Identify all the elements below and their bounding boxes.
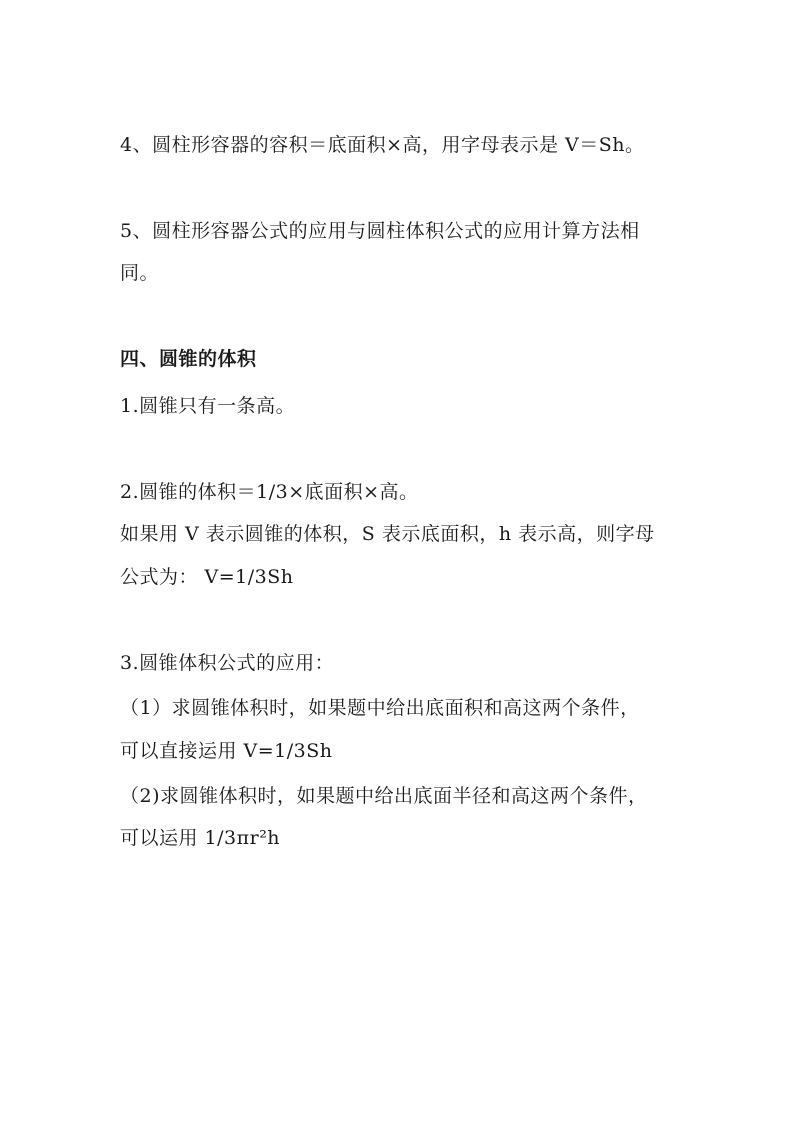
point-3-text: 3.圆锥体积公式的应用： — [120, 652, 335, 674]
item-4-text: 4、圆柱形容器的容积＝底面积×高，用字母表示是 V＝Sh。 — [120, 134, 645, 156]
point-1-text: 1.圆锥只有一条高。 — [120, 395, 296, 417]
case-2-text-line1: （2)求圆锥体积时，如果题中给出底面半径和高这两个条件， — [120, 785, 648, 807]
case-1-text-line1: （1）求圆锥体积时，如果题中给出底面积和高这两个条件， — [120, 697, 640, 719]
case-1-text-line2: 可以直接运用 V=1/3Sh — [120, 740, 333, 762]
section-heading: 四、圆锥的体积 — [120, 348, 257, 370]
point-2-text: 2.圆锥的体积＝1/3×底面积×高。 — [120, 481, 419, 503]
point-2-formula: 公式为： V=1/3Sh — [120, 566, 294, 588]
item-5-text-line2: 同。 — [120, 262, 160, 284]
item-5-text-line1: 5、圆柱形容器公式的应用与圆柱体积公式的应用计算方法相 — [120, 220, 640, 242]
case-2-text-line2: 可以运用 1/3πr²h — [120, 827, 281, 849]
point-2-text-line2: 如果用 V 表示圆锥的体积，S 表示底面积，h 表示高，则字母 — [120, 523, 655, 545]
